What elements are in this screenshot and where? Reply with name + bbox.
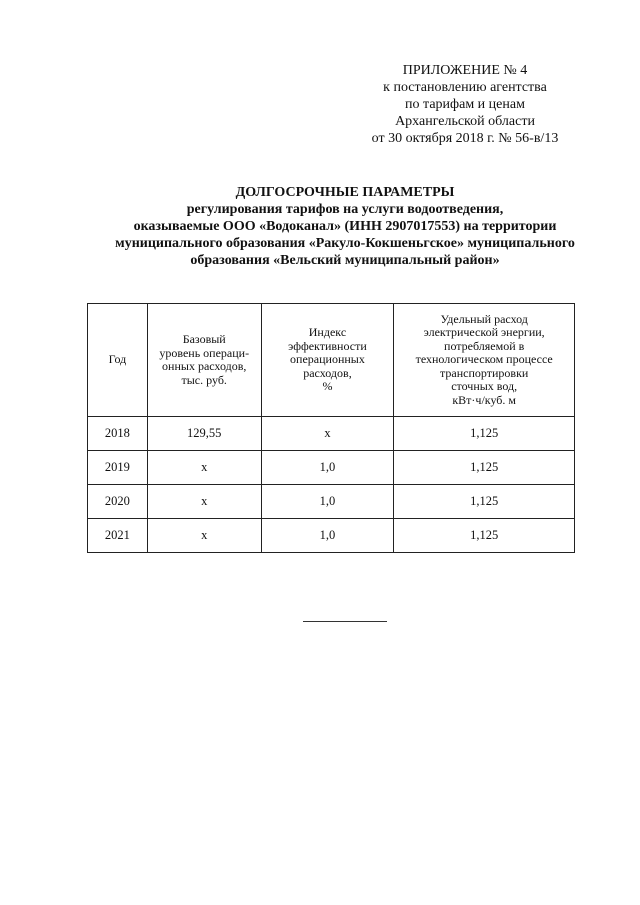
cell-efficiency-index: 1,0: [261, 451, 394, 485]
cell-efficiency-index: 1,0: [261, 519, 394, 553]
header-text-line: Базовый: [182, 332, 226, 346]
table-row: [88, 417, 575, 451]
header-text-line: Год: [108, 352, 127, 367]
header-efficiency-index: [261, 304, 394, 417]
appendix-line-resolution: к постановлению агентства: [383, 80, 547, 95]
header-text-line: уровень операци-: [159, 345, 250, 360]
closing-divider: [303, 621, 387, 622]
header-text-line: кВт·ч/куб. м: [452, 392, 516, 407]
cell-base-opex: х: [147, 485, 261, 519]
cell-energy-consumption: 1,125: [394, 519, 575, 553]
cell-efficiency-index: х: [261, 417, 394, 451]
appendix-line-region: Архангельской области: [395, 114, 535, 129]
cell-base-opex: х: [147, 451, 261, 485]
cell-energy-consumption: 1,125: [394, 417, 575, 451]
header-text-line: Удельный расход: [440, 311, 528, 326]
appendix-title: ПРИЛОЖЕНИЕ № 4: [402, 63, 528, 78]
header-year: [88, 304, 148, 417]
header-text-line: электрической энергии,: [423, 325, 545, 340]
appendix-header: [340, 62, 590, 147]
header-text-line: сточных вод,: [451, 379, 518, 394]
cell-energy-consumption: 1,125: [394, 451, 575, 485]
header-energy-consumption: [394, 304, 575, 417]
cell-year: 2021: [88, 519, 148, 553]
table-header-row: [88, 304, 575, 417]
table-row: [88, 485, 575, 519]
header-text-line: онных расходов,: [162, 359, 247, 373]
header-base-opex: [147, 304, 261, 417]
appendix-line-date: от 30 октября 2018 г. № 56-в/13: [371, 131, 559, 146]
heading-line-5: образования «Вельский муниципальный район»: [190, 253, 500, 268]
heading-line-2: регулирования тарифов на услуги водоотведения,: [186, 202, 504, 217]
cell-year: 2018: [88, 417, 148, 451]
cell-year: 2020: [88, 485, 148, 519]
header-text-line: транспортировки: [440, 365, 529, 380]
appendix-line-agency: по тарифам и ценам: [405, 97, 525, 112]
heading-title: ДОЛГОСРОЧНЫЕ ПАРАМЕТРЫ: [235, 185, 455, 200]
cell-base-opex: 129,55: [147, 417, 261, 451]
header-text-line: эффективности: [288, 338, 367, 353]
header-text-line: %: [322, 379, 333, 394]
cell-efficiency-index: 1,0: [261, 485, 394, 519]
header-text-line: расходов,: [303, 365, 352, 380]
table-row: [88, 451, 575, 485]
header-text-line: тыс. руб.: [181, 372, 227, 387]
document-heading: [70, 184, 620, 269]
cell-energy-consumption: 1,125: [394, 485, 575, 519]
header-text-line: технологическом процессе: [415, 352, 553, 367]
parameters-table: [87, 303, 575, 553]
header-text-line: потребляемой в: [444, 338, 525, 353]
heading-line-4: муниципального образования «Ракуло-Кокшеньгское» муниципального: [115, 236, 575, 251]
cell-year: 2019: [88, 451, 148, 485]
heading-line-3: оказываемые ООО «Водоканал» (ИНН 2907017553) на территории: [133, 219, 557, 234]
header-text-line: операционных: [290, 352, 365, 367]
table-row: [88, 519, 575, 553]
header-text-line: Индекс: [308, 325, 347, 340]
cell-base-opex: х: [147, 519, 261, 553]
